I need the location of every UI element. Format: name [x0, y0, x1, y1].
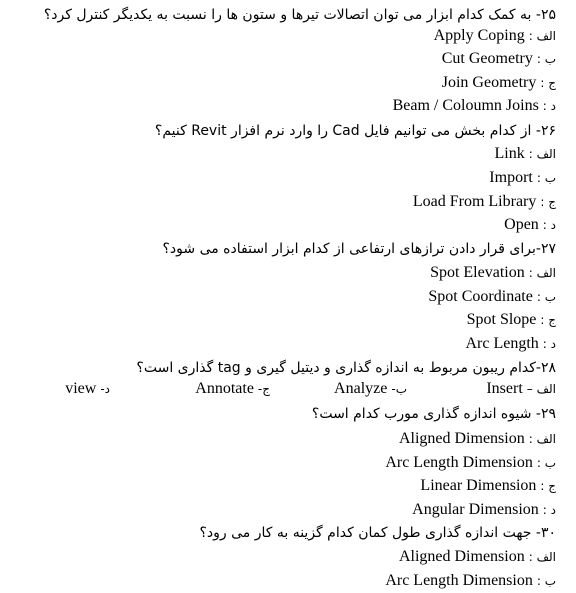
option-prefix: د : — [542, 218, 556, 232]
option-prefix: الف : — [528, 29, 556, 43]
option-prefix: الف : — [528, 432, 556, 446]
option-value: Import — [489, 169, 533, 186]
option-29-d — [412, 500, 556, 520]
option-prefix: د- — [100, 382, 110, 396]
option-value: Apply Coping — [433, 27, 525, 44]
option-27-b — [428, 287, 556, 307]
option-prefix: ج- — [257, 382, 270, 396]
option-value: Spot Slope — [466, 311, 537, 328]
option-value: Aligned Dimension — [398, 430, 525, 447]
option-prefix: ب : — [536, 290, 556, 304]
option-value: Analyze — [334, 380, 388, 397]
question-26: ۲۶- از کدام بخش می توانیم فایل Cad را وارد نرم افزار Revit کنیم؟ — [154, 123, 556, 139]
option-value: view — [65, 380, 97, 397]
option-prefix: ج : — [540, 195, 556, 209]
option-value: Open — [504, 216, 539, 233]
option-28-d — [65, 379, 110, 399]
option-value: Arc Length — [465, 335, 539, 352]
option-25-c — [442, 73, 556, 93]
option-value: Load From Library — [412, 193, 537, 210]
option-25-d — [393, 96, 556, 116]
option-prefix: ب : — [536, 574, 556, 588]
option-30-b — [385, 571, 556, 591]
option-prefix: د : — [542, 99, 556, 113]
option-prefix: ب- — [391, 382, 407, 396]
option-29-a — [399, 429, 556, 449]
option-28-b — [334, 379, 407, 399]
option-28-a — [486, 379, 556, 399]
question-25: ۲۵- به کمک کدام ابزار می توان اتصالات تیرها و ستون ها را نسبت به یکدیگر کنترل کرد؟ — [43, 7, 556, 23]
question-29: ۲۹- شیوه اندازه گذاری مورب کدام است؟ — [311, 406, 556, 422]
option-25-a — [434, 26, 556, 46]
option-26-c — [413, 192, 556, 212]
option-value: Link — [494, 145, 525, 162]
option-30-a — [399, 547, 556, 567]
option-27-a — [430, 263, 556, 283]
option-28-c — [195, 379, 270, 399]
option-prefix: ج : — [540, 479, 556, 493]
option-27-d — [465, 334, 556, 354]
option-value: Aligned Dimension — [398, 548, 525, 565]
option-prefix: ج : — [540, 313, 556, 327]
option-value: Arc Length Dimension — [385, 454, 533, 471]
option-value: Insert — [486, 380, 523, 397]
option-prefix: الف : — [528, 550, 556, 564]
option-prefix: الف : — [528, 266, 556, 280]
option-prefix: الف : — [528, 147, 556, 161]
option-26-b — [489, 168, 556, 188]
option-value: Join Geometry — [441, 74, 537, 91]
option-value: Arc Length Dimension — [385, 572, 533, 589]
option-value: Beam / Coloumn Joins — [392, 97, 539, 114]
option-26-d — [504, 215, 556, 235]
option-27-c — [467, 310, 556, 330]
option-value: Cut Geometry — [441, 50, 533, 67]
option-prefix: د : — [542, 503, 556, 517]
option-29-c — [420, 476, 556, 496]
option-29-b — [385, 453, 556, 473]
option-prefix: ب : — [536, 171, 556, 185]
option-value: Linear Dimension — [420, 477, 537, 494]
option-prefix: الف – — [526, 382, 556, 396]
option-prefix: ج : — [540, 76, 556, 90]
option-value: Spot Coordinate — [428, 288, 533, 305]
option-value: Angular Dimension — [412, 501, 539, 518]
option-value: Annotate — [195, 380, 254, 397]
option-26-a — [495, 144, 557, 164]
question-30: ۳۰- جهت اندازه گذاری طول کمان کدام گزینه به کار می رود؟ — [199, 525, 556, 541]
question-27: ۲۷-برای قرار دادن ترازهای ارتفاعی از کدام ابزار استفاده می شود؟ — [162, 241, 556, 257]
option-prefix: د : — [542, 337, 556, 351]
option-25-b — [442, 49, 556, 69]
option-prefix: ب : — [536, 456, 556, 470]
option-value: Spot Elevation — [430, 264, 525, 281]
question-28: ۲۸-کدام ریبون مربوط به اندازه گذاری و دیتیل گیری و tag گذاری است؟ — [136, 360, 556, 376]
option-prefix: ب : — [536, 52, 556, 66]
